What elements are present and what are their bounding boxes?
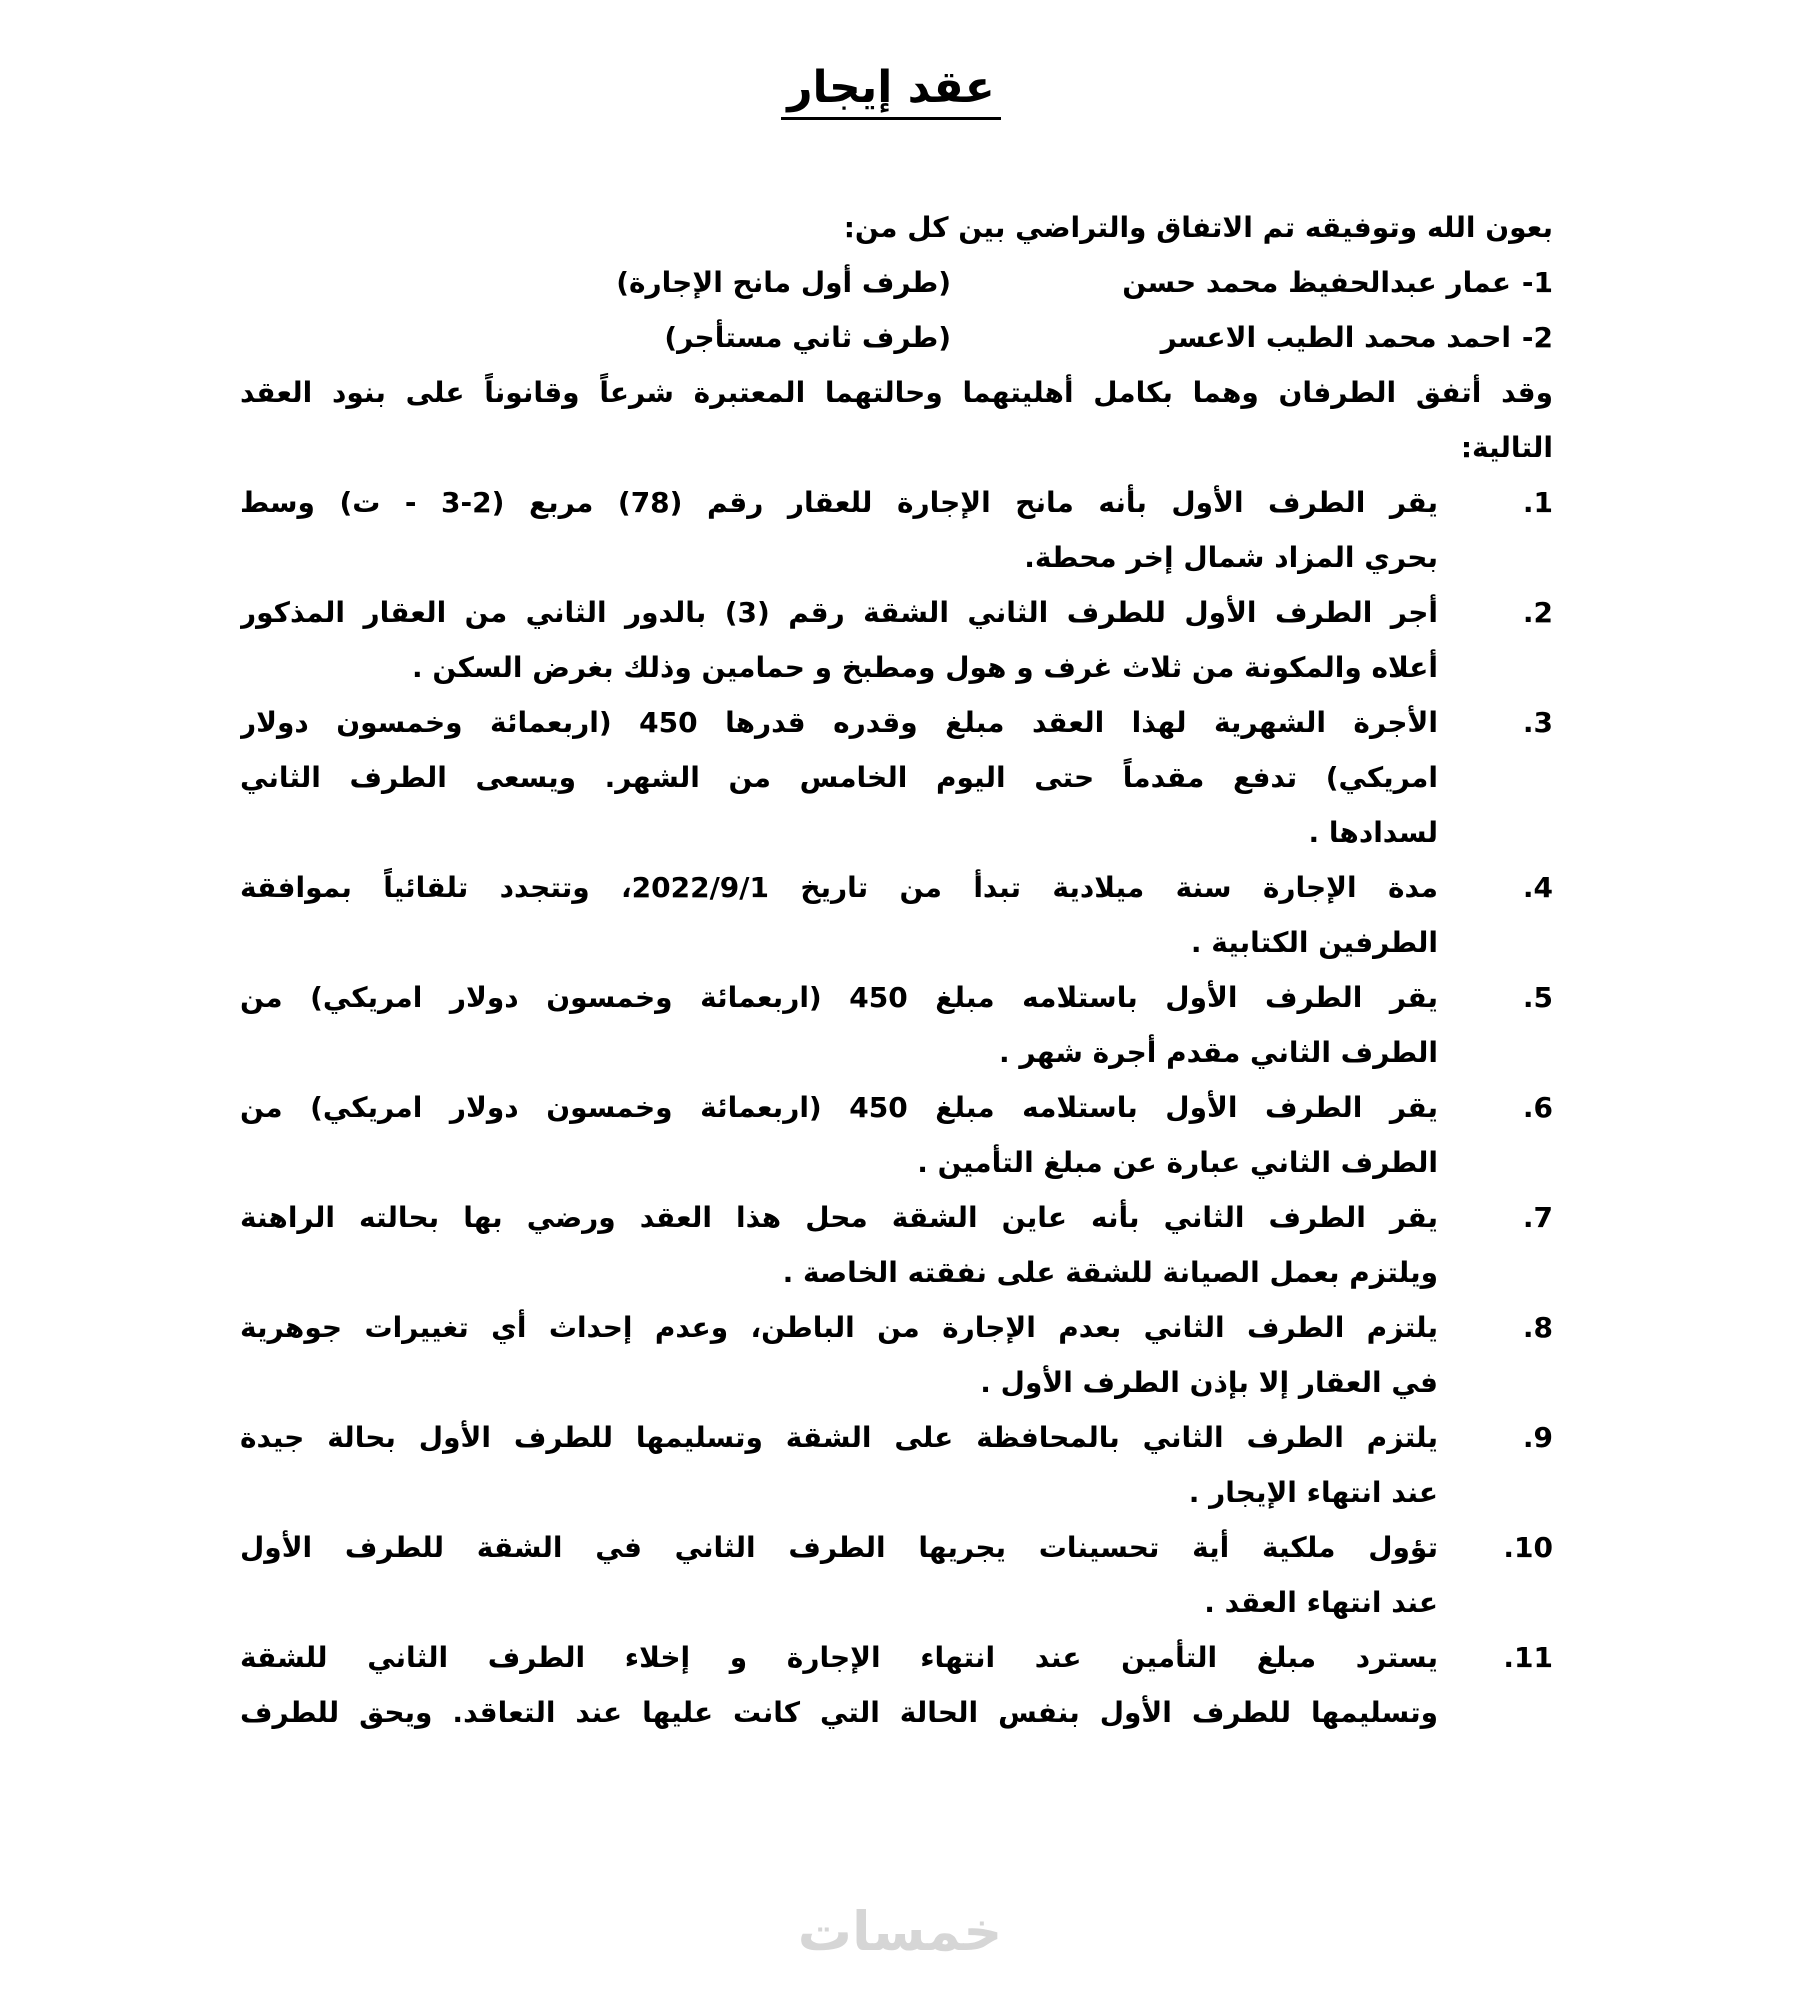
clause-item bbox=[240, 1080, 1553, 1190]
clause-line: الطرف الثاني عبارة عن مبلغ التأمين . bbox=[917, 1146, 1438, 1179]
clause-line: عند انتهاء العقد . bbox=[1204, 1586, 1438, 1619]
agreement-text-cont: التالية: bbox=[1460, 431, 1553, 464]
clause-item bbox=[240, 1630, 1553, 1740]
clause-number: 5. bbox=[1522, 981, 1553, 1014]
party-name: عمار عبدالحفيظ محمد حسن bbox=[1122, 266, 1511, 299]
intro-text: بعون الله وتوفيقه تم الاتفاق والتراضي بين كل من: bbox=[843, 211, 1553, 244]
clause-line: أجر الطرف الأول للطرف الثاني الشقة رقم (3) بالدور الثاني من العقار المذكور bbox=[240, 596, 1438, 629]
clause-line: وتسليمها للطرف الأول بنفس الحالة التي كانت عليها عند التعاقد. ويحق للطرف bbox=[240, 1696, 1438, 1729]
clause-item bbox=[240, 1520, 1553, 1630]
clause-line: ويلتزم بعمل الصيانة للشقة على نفقته الخاصة . bbox=[782, 1256, 1438, 1289]
clause-line: يسترد مبلغ التأمين عند انتهاء الإجارة و إخلاء الطرف الثاني للشقة bbox=[240, 1641, 1438, 1674]
clause-number: 7. bbox=[1522, 1201, 1553, 1234]
clause-number: 8. bbox=[1522, 1311, 1553, 1344]
clause-line: يقر الطرف الأول باستلامه مبلغ 450 (اربعمائة وخمسون دولار امريكي) من bbox=[240, 981, 1438, 1014]
clause-line: الطرفين الكتابية . bbox=[1190, 926, 1438, 959]
clause-line: يقر الطرف الثاني بأنه عاين الشقة محل هذا العقد ورضي بها بحالته الراهنة bbox=[240, 1201, 1438, 1234]
clause-line: لسدادها . bbox=[1308, 816, 1438, 849]
clause-number: 2. bbox=[1522, 596, 1553, 629]
clause-line: يقر الطرف الأول باستلامه مبلغ 450 (اربعمائة وخمسون دولار امريكي) من bbox=[240, 1091, 1438, 1124]
party-number: 1- bbox=[1521, 266, 1553, 299]
clause-line: بحري المزاد شمال إخر محطة. bbox=[1024, 541, 1438, 574]
party-role: (طرف ثاني مستأجر) bbox=[664, 321, 951, 354]
party-name: احمد محمد الطيب الاعسر bbox=[1160, 321, 1511, 354]
contract-body bbox=[240, 200, 1553, 1740]
party-row bbox=[240, 310, 1553, 365]
parties-list bbox=[240, 255, 1553, 365]
clause-number: 11. bbox=[1503, 1641, 1553, 1674]
clause-line: في العقار إلا بإذن الطرف الأول . bbox=[980, 1366, 1438, 1399]
clause-item bbox=[240, 970, 1553, 1080]
clause-line: يقر الطرف الأول بأنه مانح الإجارة للعقار رقم (78) مربع (2-3 - ت) وسط bbox=[240, 486, 1438, 519]
document-title: عقد إيجار bbox=[0, 62, 1782, 113]
clause-number: 1. bbox=[1522, 486, 1553, 519]
clause-line: عند انتهاء الإيجار . bbox=[1188, 1476, 1438, 1509]
watermark-logo: خمسات bbox=[797, 1900, 1003, 1963]
clause-item bbox=[240, 1190, 1553, 1300]
clause-line: الأجرة الشهرية لهذا العقد مبلغ وقدره قدرها 450 (اربعمائة وخمسون دولار bbox=[240, 706, 1438, 739]
party-role: (طرف أول مانح الإجارة) bbox=[616, 266, 951, 299]
clause-line: الطرف الثاني مقدم أجرة شهر . bbox=[999, 1036, 1438, 1069]
clause-line: امريكي) تدفع مقدماً حتى اليوم الخامس من الشهر. ويسعى الطرف الثاني bbox=[240, 761, 1438, 794]
party-number: 2- bbox=[1521, 321, 1553, 354]
clause-line: مدة الإجارة سنة ميلادية تبدأ من تاريخ 2022/9/1، وتتجدد تلقائياً بموافقة bbox=[240, 871, 1438, 904]
clause-number: 3. bbox=[1522, 706, 1553, 739]
clause-line: يلتزم الطرف الثاني بعدم الإجارة من الباطن، وعدم إحداث أي تغييرات جوهرية bbox=[240, 1311, 1438, 1344]
clause-line: أعلاه والمكونة من ثلاث غرف و هول ومطبخ و حمامين وذلك بغرض السكن . bbox=[412, 651, 1438, 684]
party-row bbox=[240, 255, 1553, 310]
clause-item bbox=[240, 1300, 1553, 1410]
clause-item bbox=[240, 585, 1553, 695]
clause-number: 6. bbox=[1522, 1091, 1553, 1124]
clause-number: 9. bbox=[1522, 1421, 1553, 1454]
clause-item bbox=[240, 475, 1553, 585]
clauses-list bbox=[240, 475, 1553, 1740]
clause-line: تؤول ملكية أية تحسينات يجريها الطرف الثاني في الشقة للطرف الأول bbox=[240, 1531, 1438, 1564]
clause-item bbox=[240, 860, 1553, 970]
clause-line: يلتزم الطرف الثاني بالمحافظة على الشقة وتسليمها للطرف الأول بحالة جيدة bbox=[240, 1421, 1438, 1454]
agreement-text: وقد أتفق الطرفان وهما بكامل أهليتهما وحالتهما المعتبرة شرعاً وقانوناً على بنود العقد bbox=[240, 376, 1553, 409]
clause-item bbox=[240, 1410, 1553, 1520]
clause-number: 4. bbox=[1522, 871, 1553, 904]
clause-number: 10. bbox=[1503, 1531, 1553, 1564]
clause-item bbox=[240, 695, 1553, 860]
